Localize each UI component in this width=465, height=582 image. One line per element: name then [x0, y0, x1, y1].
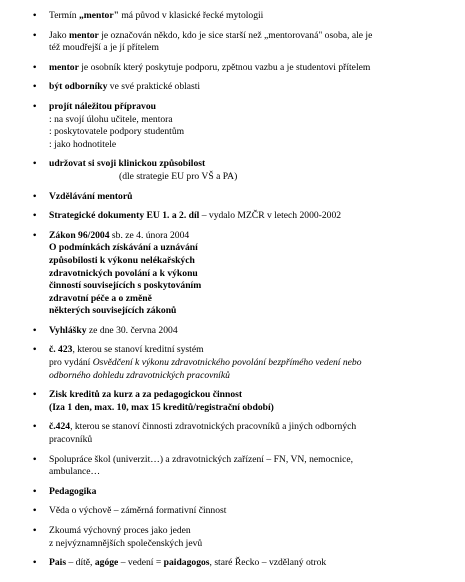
bullet-icon: • — [33, 81, 37, 93]
list-item — [33, 557, 453, 570]
list-item — [33, 454, 453, 479]
item-line: zdravotnických povolání a k výkonu — [49, 267, 198, 279]
item-line: Pais – dítě, agóge – vedení = paidagogos, staré Řecko – vzdělaný otrok — [49, 557, 327, 569]
list-item — [33, 525, 453, 550]
item-line: činností souvisejících s poskytováním — [49, 280, 202, 292]
item-line: : na svojí úlohu učitele, mentora — [49, 113, 173, 125]
list-item — [33, 210, 453, 223]
item-line: pracovníků — [49, 434, 93, 446]
bullet-icon: • — [33, 421, 37, 433]
item-line: (dle strategie EU pro VŠ a PA) — [119, 170, 238, 182]
list-item — [33, 81, 453, 94]
list-item — [33, 505, 453, 518]
item-line: Pedagogika — [49, 485, 97, 497]
item-line: z nejvýznamnějších společenských jevů — [49, 537, 203, 549]
bullet-icon: • — [33, 485, 37, 497]
item-line: (Iza 1 den, max. 10, max 15 kreditů/registrační období) — [49, 401, 274, 413]
bullet-list — [33, 10, 453, 570]
item-line: též moudřejší a je jí přítelem — [49, 42, 160, 54]
bullet-icon: • — [33, 324, 37, 336]
bullet-icon: • — [33, 190, 37, 202]
item-line: : poskytovatele podpory studentům — [49, 126, 185, 138]
list-item — [33, 10, 453, 23]
item-line: Zákon 96/2004 sb. ze 4. února 2004 — [49, 229, 190, 241]
item-line: odborného dohledu zdravotnických pracovníků — [49, 369, 230, 381]
item-line: některých souvisejících zákonů — [49, 305, 177, 317]
item-line: Vyhlášky ze dne 30. června 2004 — [49, 324, 178, 336]
item-line: Strategické dokumenty EU 1. a 2. díl – vydalo MZČR v letech 2000-2002 — [49, 210, 342, 222]
bullet-icon: • — [33, 158, 37, 170]
bullet-icon: • — [33, 344, 37, 356]
list-item — [33, 62, 453, 75]
item-line: Termín „mentor" má původ v klasické řecké mytologii — [49, 10, 264, 21]
list-item — [33, 191, 453, 204]
item-line: udržovat si svoji klinickou způsobilost — [49, 158, 206, 170]
item-line: Zisk kreditů za kurz a za pedagogickou činnost — [49, 389, 243, 401]
list-item — [33, 158, 453, 183]
bullet-icon: • — [33, 505, 37, 517]
list-item — [33, 325, 453, 338]
list-item — [33, 421, 453, 446]
bullet-icon: • — [33, 557, 37, 569]
bullet-icon: • — [33, 100, 37, 112]
item-line: zdravotní péče a o změně — [49, 292, 152, 304]
item-line: pro vydání Osvědčení k výkonu zdravotnického povolání bezpřímého vedení nebo — [49, 357, 362, 369]
item-line: být odborníky ve své praktické oblasti — [49, 81, 201, 93]
list-item — [33, 344, 453, 382]
item-line: Zkoumá výchovný proces jako jeden — [49, 525, 191, 536]
item-line: : jako hodnotitele — [49, 138, 117, 150]
bullet-icon: • — [33, 61, 37, 73]
item-line: způsobilosti k výkonu nelékařských — [49, 254, 195, 266]
list-item — [33, 230, 453, 318]
item-line: Věda o výchově – záměrná formativní činnost — [49, 505, 227, 517]
item-line: č.424, kterou se stanoví činnosti zdravotnických pracovníků a jiných odborných — [49, 421, 357, 433]
item-line: ambulance… — [49, 466, 101, 478]
bullet-icon: • — [33, 10, 37, 21]
list-item — [33, 486, 453, 499]
bullet-icon: • — [33, 229, 37, 241]
item-line: č. 423, kterou se stanoví kreditní systém — [49, 344, 204, 356]
list-item — [33, 389, 453, 414]
item-line: Jako mentor je označován někdo, kdo je sice starší než „mentorovaná" osoba, ale je — [49, 29, 373, 41]
item-line: projít náležitou přípravou — [49, 100, 156, 112]
list-item — [33, 30, 453, 55]
bullet-icon: • — [33, 210, 37, 222]
item-line: mentor je osobník který poskytuje podporu, zpětnou vazbu a je studentovi přítelem — [49, 61, 371, 73]
item-line: O podmínkách získávání a uznávání — [49, 242, 198, 254]
item-line: Vzdělávání mentorů — [49, 190, 133, 202]
bullet-icon: • — [33, 453, 37, 465]
bullet-icon: • — [33, 29, 37, 41]
bullet-icon: • — [33, 525, 37, 536]
item-line: Spolupráce škol (univerzit…) a zdravotnických zařízení – FN, VN, nemocnice, — [49, 453, 354, 465]
list-item — [33, 101, 453, 151]
bullet-icon: • — [33, 389, 37, 401]
